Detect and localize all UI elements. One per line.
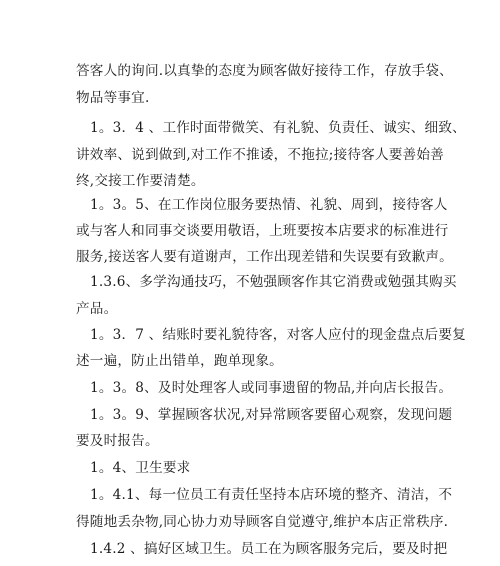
text-line: 答客人的询问.以真挚的态度为顾客做好接待工作，存放手袋、: [76, 63, 453, 79]
text-line: 1.3.6、多学沟通技巧，不勉强顾客作其它消费或勉强其购买: [90, 274, 457, 290]
text-line: 1。3。9、掌握顾客状况,对异常顾客要留心观察，发现问题: [90, 407, 453, 423]
text-line: 1。3。5、在工作岗位服务要热情、礼貌、周到，接待客人: [90, 197, 448, 213]
text-line: 服务,接送客人要有道谢声，工作出现差错和失误要有致歉声。: [76, 249, 453, 265]
text-line: 产品。: [76, 301, 118, 317]
text-line: 述一遍，防止出错单，跑单现象。: [76, 353, 283, 369]
text-line: 讲效率、说到做到,对工作不推诿，不拖拉;接待客人要善始善: [76, 147, 444, 163]
text-line: 终,交接工作要清楚。: [76, 173, 205, 189]
text-line: 1。3．4 、工作时面带微笑、有礼貌、负责任、诚实、细致、: [90, 120, 466, 136]
text-line: 或与客人和同事交谈要用敬语，上班要按本店要求的标准进行: [76, 223, 449, 239]
section-heading: 1。4、卫生要求: [90, 460, 191, 476]
text-line: 物品等事宜.: [76, 90, 150, 106]
text-line: 1。4.1、每一位员工有责任坚持本店环境的整齐、清洁，不: [90, 487, 453, 503]
text-line: 得随地丢杂物,同心协力劝导顾客自觉遵守,维护本店正常秩序.: [76, 514, 449, 530]
text-line: 要及时报告。: [76, 433, 159, 449]
text-line: 1。3．7 、结账时要礼貌待客，对客人应付的现金盘点后要复: [90, 327, 466, 343]
text-line: 1。3。8、及时处理客人或同事遗留的物品,并向店长报告。: [90, 380, 453, 396]
text-line: 1.4.2 、搞好区域卫生。员工在为顾客服务完后，要及时把: [90, 541, 448, 557]
